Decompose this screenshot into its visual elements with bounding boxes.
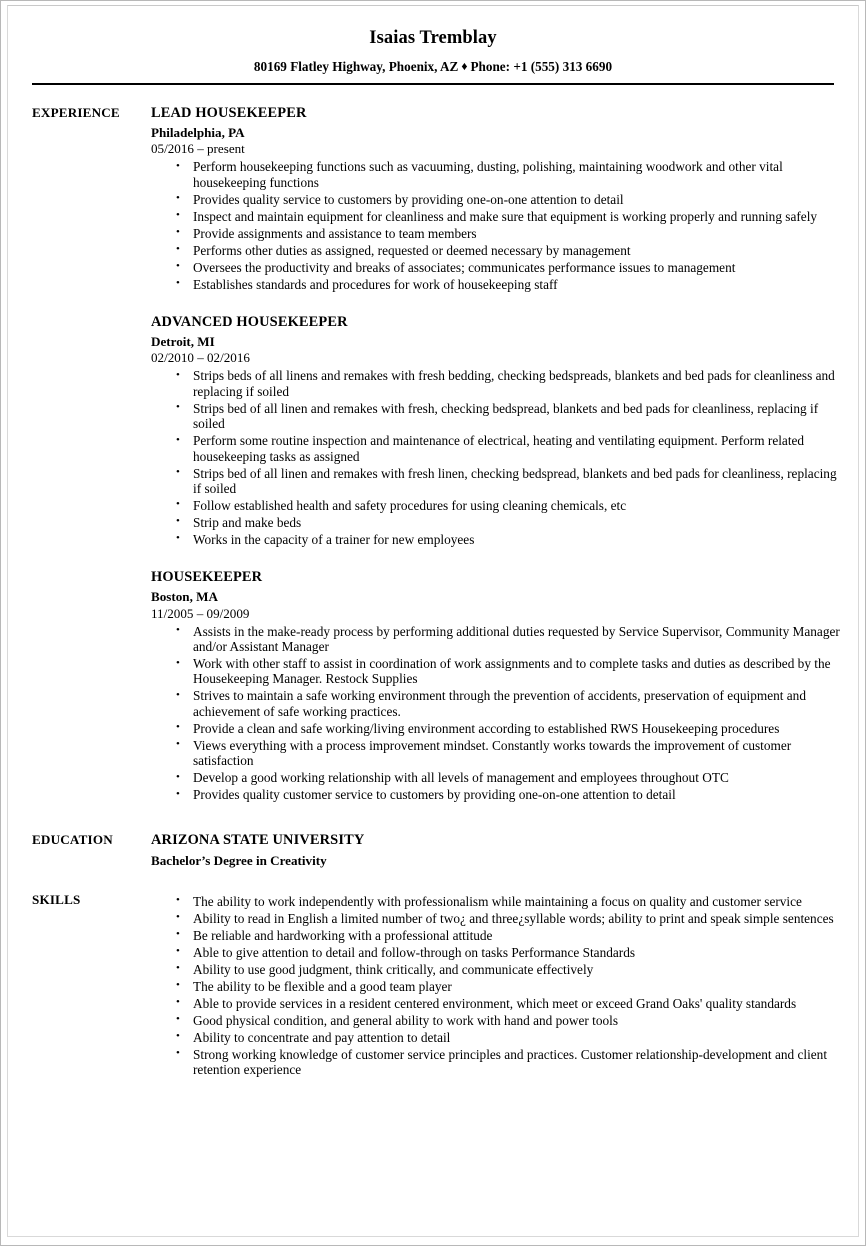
bullet-item: • Inspect and maintain equipment for cleanliness and make sure that equipment is working properly and running safely <box>168 209 843 224</box>
resume-content <box>1 1 865 1245</box>
bullet-item: • Perform housekeeping functions such as vacuuming, dusting, polishing, maintaining woodwork and other vital housekeeping functions <box>168 159 843 190</box>
job-dates: 05/2016 – present <box>151 141 245 157</box>
bullet-item: • Be reliable and hardworking with a professional attitude <box>168 928 843 943</box>
bullet-item: • Provide a clean and safe working/living environment according to established RWS Housekeeping procedures <box>168 721 843 736</box>
job-location: Detroit, MI <box>151 333 215 349</box>
bullet-item: • Provides quality customer service to customers by providing one-on-one attention to detail <box>168 787 843 802</box>
bullet-item: • Perform some routine inspection and maintenance of electrical, heating and ventilating equipment. Perform related housekeeping tasks as assigned <box>168 433 843 464</box>
skills-body <box>151 892 843 1077</box>
bullet-item: • Strip and make beds <box>168 515 843 530</box>
job-location: Philadelphia, PA <box>151 124 245 140</box>
bullet-item: • Works in the capacity of a trainer for new employees <box>168 532 843 547</box>
section-label-experience: EXPERIENCE <box>32 105 120 120</box>
bullet-list <box>151 159 843 292</box>
skills-section <box>1 892 865 1077</box>
bullet-list <box>151 368 843 547</box>
job-dates: 11/2005 – 09/2009 <box>151 605 250 621</box>
section-label-education: EDUCATION <box>32 831 113 847</box>
contact-phone: Phone: +1 (555) 313 6690 <box>470 59 613 74</box>
bullet-item: • Good physical condition, and general ability to work with hand and power tools <box>168 1013 843 1028</box>
experience-label-column <box>32 105 151 121</box>
experience-entry <box>151 314 843 547</box>
bullet-item: • Strives to maintain a safe working environment through the prevention of accidents, preservation of equipment and achievement of safe working practices. <box>168 688 843 719</box>
job-title: HOUSEKEEPER <box>151 569 263 586</box>
bullet-item: • Strips bed of all linen and remakes with fresh linen, checking bedspread, blankets and bed pads for cleanliness, replacing if soiled <box>168 466 843 497</box>
bullet-item: • Able to provide services in a resident centered environment, which meet or exceed Grand Oaks' quality standards <box>168 996 843 1011</box>
bullet-item: • Work with other staff to assist in coordination of work assignments and to complete tasks and duties as described by the Housekeeping Manager. Restock Supplies <box>168 656 843 687</box>
bullet-item: • Ability to use good judgment, think critically, and communicate effectively <box>168 962 843 977</box>
bullet-item: • Views everything with a process improvement mindset. Constantly works towards the improvement of customer satisfaction <box>168 738 843 769</box>
experience-entry <box>151 105 843 292</box>
education-section <box>1 832 865 868</box>
bullet-item: • Oversees the productivity and breaks of associates; communicates performance issues to management <box>168 260 843 275</box>
job-title: LEAD HOUSEKEEPER <box>151 105 307 121</box>
bullet-list <box>151 624 843 803</box>
bullet-item: • Ability to concentrate and pay attention to detail <box>168 1030 843 1045</box>
education-body <box>151 832 843 868</box>
resume-header <box>1 1 865 85</box>
experience-section <box>1 105 865 803</box>
experience-entry <box>151 569 843 802</box>
candidate-name: Isaias Tremblay <box>369 28 497 48</box>
education-school: ARIZONA STATE UNIVERSITY <box>151 831 365 848</box>
bullet-item: • Follow established health and safety procedures for using cleaning chemicals, etc <box>168 498 843 513</box>
bullet-item: • Develop a good working relationship with all levels of management and employees throughout OTC <box>168 770 843 785</box>
job-dates: 02/2010 – 02/2016 <box>151 350 250 366</box>
bullet-item: • Able to give attention to detail and follow-through on tasks Performance Standards <box>168 945 843 960</box>
contact-address: 80169 Flatley Highway, Phoenix, AZ <box>253 59 459 74</box>
education-degree: Bachelor’s Degree in Creativity <box>151 852 327 868</box>
bullet-item: • Assists in the make-ready process by performing additional duties requested by Service Supervisor, Community Manager and/or Assistant Manager <box>168 624 843 655</box>
bullet-item: • Strong working knowledge of customer service principles and practices. Customer relationship-development and client retention experience <box>168 1047 843 1078</box>
education-label-column <box>32 832 151 848</box>
bullet-item: • Strips bed of all linen and remakes with fresh, checking bedspread, blankets and bed pads for cleanliness, replacing if soiled <box>168 401 843 432</box>
bullet-item: • Ability to read in English a limited number of two¿ and three¿syllable words; ability to print and speak simple sentences <box>168 911 843 926</box>
job-title: ADVANCED HOUSEKEEPER <box>151 313 348 330</box>
bullet-item: • Performs other duties as assigned, requested or deemed necessary by management <box>168 243 843 258</box>
bullet-item: • Strips beds of all linens and remakes with fresh bedding, checking bedspreads, blankets and bed pads for cleanliness and replacing if soiled <box>168 368 843 399</box>
bullet-item: • Provides quality service to customers by providing one-on-one attention to detail <box>168 192 843 207</box>
skills-label-column <box>32 892 151 908</box>
diamond-separator-icon: ♦ <box>461 59 468 73</box>
experience-body <box>151 105 843 803</box>
job-location: Boston, MA <box>151 589 218 605</box>
section-label-skills: SKILLS <box>32 892 81 908</box>
header-divider <box>32 83 834 85</box>
bullet-item: • Provide assignments and assistance to team members <box>168 226 843 241</box>
bullet-item: • Establishes standards and procedures for work of housekeeping staff <box>168 277 843 292</box>
bullet-item: • The ability to be flexible and a good team player <box>168 979 843 994</box>
bullet-item: • The ability to work independently with professionalism while maintaining a focus on quality and customer service <box>168 894 843 909</box>
bullet-list <box>151 894 843 1078</box>
contact-line <box>1 49 865 75</box>
